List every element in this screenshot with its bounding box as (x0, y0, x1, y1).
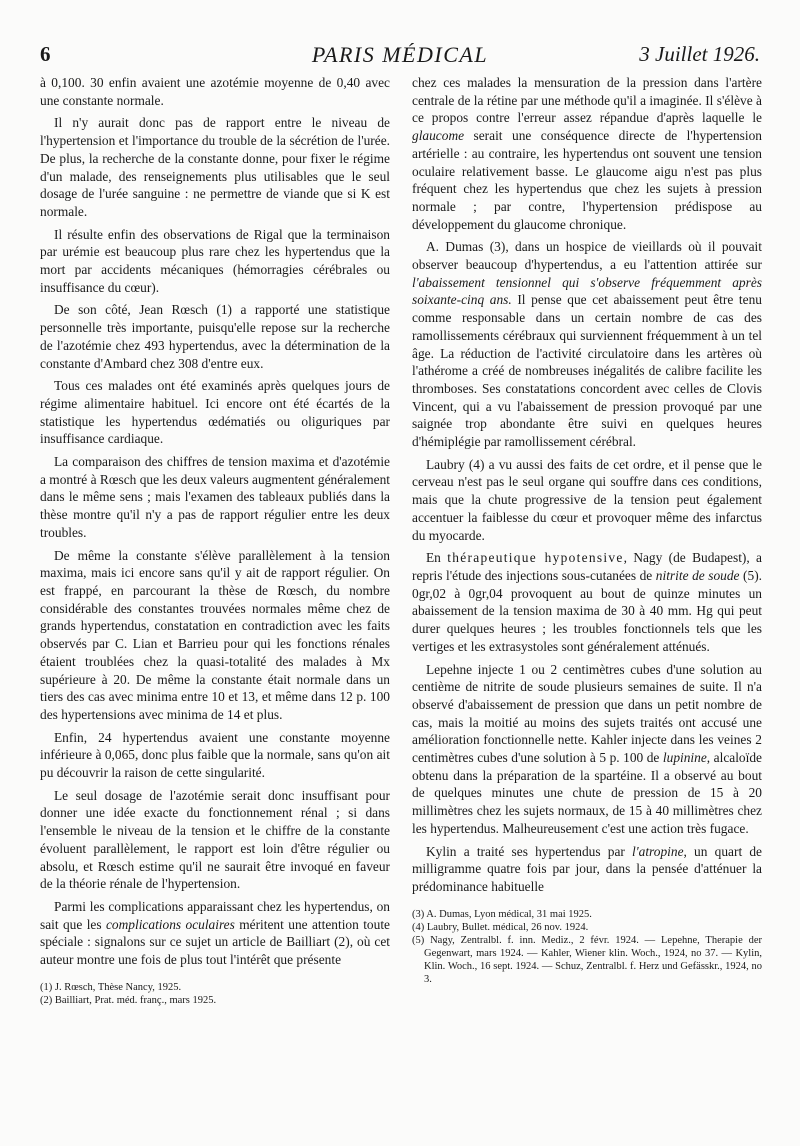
text-run: méritent une attention toute spéciale : signalons sur ce sujet un article de Bailliart (2), où cet auteur montre une fois de plus tout l'intérêt que présente (40, 916, 390, 968)
paragraph: Enfin, 24 hypertendus avaient une constante moyenne inférieure à 0,065, donc plus faible que la normale, sans qu'on ait pu découvrir la raison de cette singularité. (40, 729, 390, 781)
text-run: Il pense que cet abaissement peut être tenu comme responsable dans un certain nombre de cas des ramollissements cérébraux qui surviennent fréquemment à un tel âge. La réduction de l'activité circulatoire dans les artères où l'athérome a créé de nombreuses inégalités de calibre facilite les thromboses. Ses constatations concordent avec celles de Clovis Vincent, qui a vu l'abaissement de pression provoqué par une saignée trop abondante être suivi en quelques heures d'hémiplégie par ramollissement cérébral. (412, 292, 762, 450)
footnotes (412, 908, 762, 986)
right-column (412, 74, 762, 986)
running-header (40, 42, 760, 66)
text-run: serait une conséquence directe de l'hypertension artérielle : au contraire, les hypertendus ont souvent une tension oculaire relativement basse. Le glaucome aigu n'est pas plus fréquent chez les hypertendus que chez les sujets à pression normale ; par contre, l'hypertension prédispose au développement du glaucome chronique. (412, 128, 762, 232)
emphasis: l'atropine (632, 843, 684, 859)
emphasis: nitrite de soude (655, 567, 740, 583)
paragraph: Le seul dosage de l'azotémie serait donc insuffisant pour donner une idée exacte du fonctionnement rénal ; si dans l'ensemble le niveau de la tension et le chiffre de la constante évoluent parallèlement, le rapport est loin d'être régulier ou absolu, et Rœsch estime qu'il ne saurait être invoqué en faveur de la théorie rénale de l'hypertension. (40, 787, 390, 892)
paragraph (412, 238, 762, 450)
page-number: 6 (40, 42, 51, 66)
spaced-heading: thérapeutique hypotensive (447, 550, 624, 566)
paragraph (412, 74, 762, 233)
paragraph: De son côté, Jean Rœsch (1) a rapporté une statistique personnelle très importante, puisqu'elle repose sur la recherche de l'azotémie chez 493 hypertendus, avec la détermination de la constante d'Ambard chez 308 d'entre eux. (40, 302, 390, 371)
footnote: (3) A. Dumas, Lyon médical, 31 mai 1925. (412, 908, 592, 920)
text-run: Kylin a traité ses hypertendus par (426, 843, 633, 859)
paragraph (40, 898, 390, 969)
text-run: , alcaloïde obtenu dans la préparation de la spartéine. Il a observé au bout de quelques minutes une chute de pression de 15 à 20 millimètres chez les sujets normaux, de 15 à 40 millimètres chez les hypertendus. Malheureusement c'est une action très fugace. (412, 750, 762, 836)
left-column (40, 74, 390, 1007)
paragraph: De même la constante s'élève parallèlement à la tension maxima, mais ici encore sans qu'il y ait de rapport régulier. On est frappé, en parcourant la thèse de Rœsch, du nombre considérable des constantes trouvées normales même chez de grands hypertendus, constatation en contradiction avec les faits observés par C. Lian et Barrieu pour qui les fonctions rénales étaient troublées chez la quasi-totalité des malades à Mx supérieure à 20. De même la constante était normale dans un tiers des cas avec minima entre 10 et 13, et même dans 12 p. 100 des hypertensions avec minima de 14 et plus. (40, 547, 390, 722)
text-run: A. Dumas (3), dans un hospice de vieillards où il pouvait observer beaucoup d'hypertendus, a eu l'attention attirée sur (412, 239, 762, 273)
paragraph (412, 549, 762, 655)
footnotes (40, 981, 390, 1007)
paragraph (412, 843, 762, 896)
text-run: Lepehne injecte 1 ou 2 centimètres cubes d'une solution au centième de nitrite de soude plusieurs semaines de suite. Il n'a observé d'abaissement de pression que dans un petit nombre de cas, mais la moitié au moins des sujets traités ont accusé une amélioration fonctionnelle nette. Kahler injecte dans les veines 2 centimètres cubes d'une solution à 5 p. 100 de (412, 661, 762, 766)
paragraph: Il n'y aurait donc pas de rapport entre le niveau de l'hypertension et l'importance du trouble de la sécrétion de l'urée. De plus, la recherche de la constante donne, pour fixer le régime d'un malade, des renseignements plus utilisables que le seul dosage de l'urée sanguine : ne permettre de viande que si K est normale. (40, 115, 390, 219)
journal-title: PARIS MÉDICAL (311, 42, 489, 67)
emphasis: lupinine (662, 750, 707, 766)
text-run: Parmi les complications apparaissant chez les hypertendus, on sait que les (40, 898, 390, 932)
paragraph: Laubry (4) a vu aussi des faits de cet ordre, et il pense que le cerveau n'est pas le seul organe qui souffre dans ces conditions, mais que la chute progressive de la tension peut également accentuer la faiblesse du cœur et provoquer même des infarctus du myocarde. (412, 456, 762, 543)
footnote: (5) Nagy, Zentralbl. f. inn. Mediz., 2 févr. 1924. — Lepehne, Therapie der Gegenwart, mars 1924. — Kahler, Wiener klin. Woch., 1924, no 37. — Kylin, Klin. Woch., 16 sept. 1924. — Schuz, Zentralbl. f. Herz und Gefässkr., 1924, no 3. (412, 934, 762, 985)
footnote: (1) J. Rœsch, Thèse Nancy, 1925. (40, 981, 182, 993)
emphasis: complications oculaires (105, 916, 235, 932)
emphasis: l'abaissement tensionnel qui s'observe fréquemment après soixante-cinq ans. (412, 274, 762, 308)
paragraph: La comparaison des chiffres de tension maxima et d'azotémie a montré à Rœsch que les deux valeurs augmentent généralement dans le même sens ; mais l'examen des tableaux publiés dans la thèse montre qu'il n'y a pas de rapport régulier entre les deux troubles. (40, 454, 390, 540)
text-run: chez ces malades la mensuration de la pression dans l'artère centrale de la rétine par une méthode qu'il a imaginée. Il s'élève à ce propos contre l'erreur assez répandue d'après laquelle le (412, 75, 762, 126)
footnote: (4) Laubry, Bullet. médical, 26 nov. 1924. (412, 921, 589, 933)
paragraph: Il résulte enfin des observations de Rigal que la terminaison par urémie est beaucoup plus rare chez les hypertendus que la mort par accidents mécaniques (hémorragies cérébrales ou insuffisance du cœur). (40, 226, 390, 295)
text-run: , Nagy (de Budapest), a repris l'étude des injections sous-cutanées de (412, 550, 762, 583)
text-run: (5). 0gr,02 à 0gr,04 provoquent au bout de quinze minutes un abaissement de la tension maxima de 30 à 40 mm. Hg qui peut durer quelques heures ; les troubles fonctionnels tels que les vertiges et les extrasystoles sont généralement atténués. (412, 567, 763, 654)
paragraph: à 0,100. 30 enfin avaient une azotémie moyenne de 0,40 avec une constante normale. (40, 75, 390, 108)
text-run: En (426, 550, 448, 566)
text-run: , un quart de milligramme quatre fois par jour, dans la pensée d'atténuer la prédominance habituelle (412, 843, 762, 894)
paragraph (412, 661, 762, 838)
footnote: (2) Bailliart, Prat. méd. franç., mars 1925. (40, 994, 217, 1006)
emphasis: glaucome (412, 128, 465, 144)
paragraph: Tous ces malades ont été examinés après quelques jours de régime alimentaire habituel. Ici encore ont été écartés de la statistique les hypertendus œdématiés ou oliguriques par insuffisance cardiaque. (40, 378, 390, 447)
issue-date: 3 Juillet 1926. (639, 42, 760, 66)
